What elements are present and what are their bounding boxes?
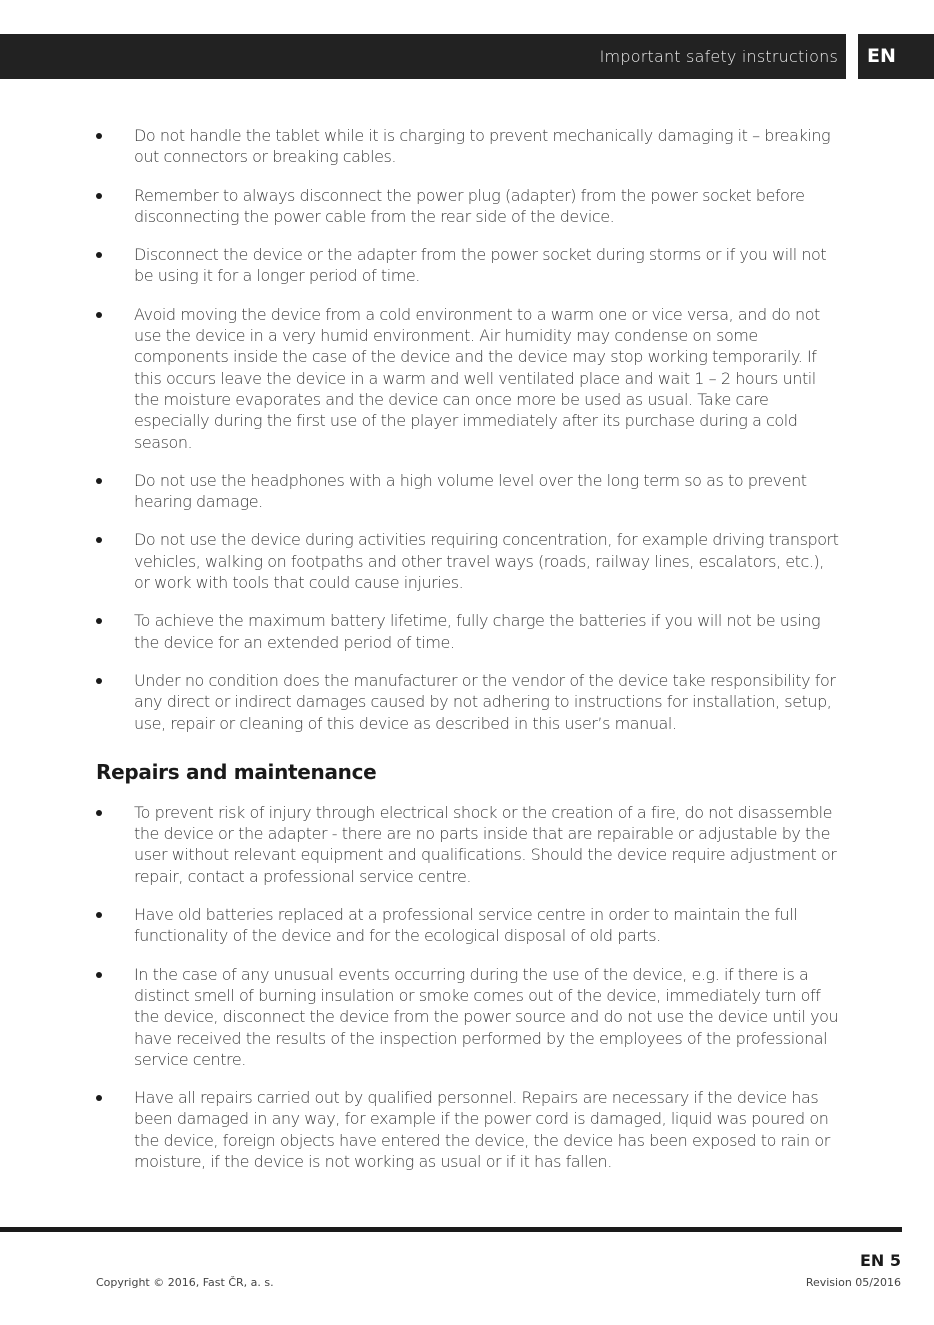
- bullet-icon: [96, 312, 102, 318]
- list-item: [96, 125, 841, 168]
- list-item: [96, 304, 841, 453]
- safety-list: [96, 125, 841, 734]
- main-content: [96, 125, 841, 1189]
- list-item: [96, 529, 841, 593]
- list-item: [96, 470, 841, 513]
- list-item-text: Disconnect the device or the adapter from the power socket during storms or if you will not be using it for a longer period of time.: [134, 245, 827, 286]
- list-item-text: Under no condition does the manufacturer or the vendor of the device take responsibility for any direct or indirect damages caused by not adhering to instructions for installation, setup, use, repair or cleaning of this device as described in this user’s manual.: [134, 670, 836, 733]
- bullet-icon: [96, 478, 102, 484]
- list-item: [96, 1087, 841, 1172]
- bullet-icon: [96, 810, 102, 816]
- list-item: [96, 904, 841, 947]
- bullet-icon: [96, 252, 102, 258]
- list-item: [96, 244, 841, 287]
- copyright-text: Copyright © 2016, Fast ČR, a. s.: [96, 1276, 274, 1289]
- list-item-text: Remember to always disconnect the power plug (adapter) from the power socket before disconnecting the power cable from the rear side of the device.: [134, 185, 805, 226]
- list-item: [96, 610, 841, 653]
- list-item: [96, 670, 841, 734]
- bullet-icon: [96, 618, 102, 624]
- list-item-text: Have old batteries replaced at a professional service centre in order to maintain the full functionality of the device and for the ecological disposal of old parts.: [134, 905, 798, 946]
- language-label: EN: [867, 45, 896, 67]
- bullet-icon: [96, 912, 102, 918]
- list-item: [96, 802, 841, 887]
- footer-divider: [0, 1227, 902, 1232]
- list-item-text: To achieve the maximum battery lifetime, fully charge the batteries if you will not be using the device for an extended period of time.: [134, 611, 821, 652]
- header-title: Important safety instructions: [599, 47, 838, 66]
- list-item: [96, 185, 841, 228]
- list-item-text: In the case of any unusual events occurring during the use of the device, e.g. if there is a distinct smell of burning insulation or smoke comes out of the device, immediately turn off the device, disconnect the device from the power source and do not use the device until you have received the results of the inspection performed by the employees of the professional service centre.: [134, 964, 839, 1069]
- list-item-text: Avoid moving the device from a cold environment to a warm one or vice versa, and do not use the device in a very humid environment. Air humidity may condense on some components inside the case of the device and the device may stop working temporarily. If this occurs leave the device in a warm and well ventilated place and wait 1 – 2 hours until the moisture evaporates and the device can once more be used as usual. Take care especially during the first use of the player immediately after its purchase during a cold season.: [134, 304, 820, 452]
- bullet-icon: [96, 133, 102, 139]
- bullet-icon: [96, 972, 102, 978]
- bullet-icon: [96, 193, 102, 199]
- bullet-icon: [96, 678, 102, 684]
- page-number: EN 5: [859, 1251, 901, 1270]
- repairs-list: [96, 802, 841, 1172]
- list-item-text: Do not use the device during activities requiring concentration, for example driving transport vehicles, walking on footpaths and other travel ways (roads, railway lines, escalators, etc.), or work with tools that could cause injuries.: [134, 530, 839, 593]
- bullet-icon: [96, 1095, 102, 1101]
- list-item-text: To prevent risk of injury through electrical shock or the creation of a fire, do not disassemble the device or the adapter - there are no parts inside that are repairable or adjustable by the user without relevant equipment and qualifications. Should the device require adjustment or repair, contact a professional service centre.: [134, 802, 837, 886]
- list-item-text: Do not use the headphones with a high volume level over the long term so as to prevent hearing damage.: [134, 470, 807, 512]
- list-item: [96, 964, 841, 1070]
- bullet-icon: [96, 537, 102, 543]
- revision-text: Revision 05/2016: [805, 1276, 901, 1289]
- list-item-text: Have all repairs carried out by qualified personnel. Repairs are necessary if the device has been damaged in any way, for example if the power cord is damaged, liquid was poured on the device, foreign objects have entered the device, the device has been exposed to rain or moisture, if the device is not working as usual or if it has fallen.: [134, 1088, 830, 1171]
- section-heading-repairs: Repairs and maintenance: [96, 759, 377, 784]
- list-item-text: Do not handle the tablet while it is charging to prevent mechanically damaging it – breaking out connectors or breaking cables.: [134, 126, 831, 167]
